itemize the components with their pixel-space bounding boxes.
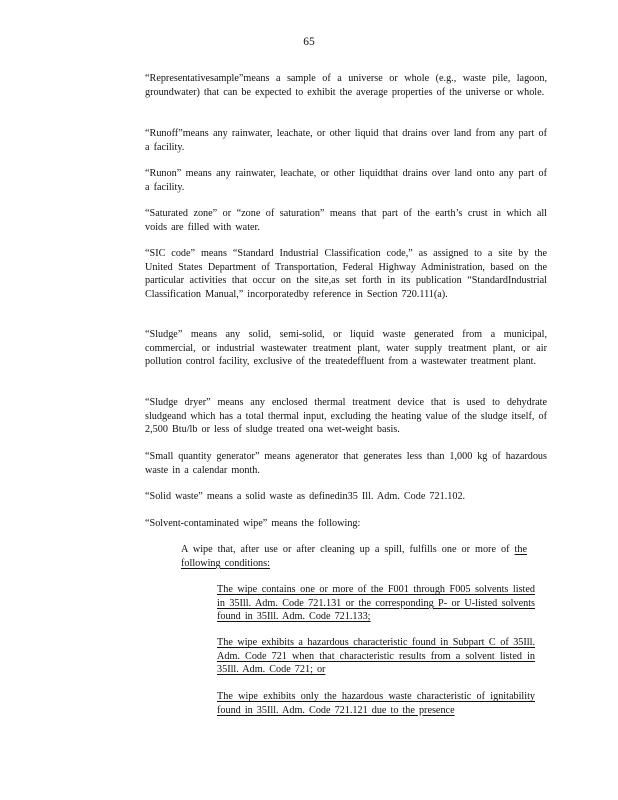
wipe-intro-text: A wipe that, after use or after cleaning up a spill, fulfills one or more of [181, 544, 515, 555]
definition-sludge-dryer: “Sludge dryer” means any enclosed thermal treatment device that is used to dehydrate sludgeand which has a total thermal input, excluding the heating value of the sludge itself, of 2,500 Btu/lb or less of sludge treated ona wet-weight basis. [145, 397, 547, 436]
definition-solid-waste: “Solid waste” means a solid waste as definedin35 Ill. Adm. Code 721.102. [145, 491, 466, 502]
definition-runoff: “Runoff”means any rainwater, leachate, or other liquid that drains over land from any part of a facility. [145, 128, 547, 153]
wipe-condition-item: The wipe exhibits a hazardous characteristic found in Subpart C of 35Ill. Adm. Code 721 when that characteristic results from a solvent listed in 35Ill. Adm. Code 721; or [217, 637, 535, 676]
definition-saturated-zone: “Saturated zone” or “zone of saturation” means that part of the earth’s crust in which all voids are filled with water. [145, 208, 547, 233]
wipe-condition-item: The wipe contains one or more of the F001 through F005 solvents listed in 35Ill. Adm. Code 721.131 or the corresponding P- or U-listed solvents found in 35Ill. Adm. Code 721.133; [217, 584, 535, 623]
definition-representative-sample: “Representativesample”means a sample of a universe or whole (e.g., waste pile, lagoon, groundwater) that can be expected to exhibit the average properties of the universe or whole. [145, 73, 547, 98]
wipe-intro-amended-text: the following conditions: [181, 544, 527, 569]
definition-sludge: “Sludge” means any solid, semi-solid, or liquid waste generated from a municipal, commercial, or industrial wastewater treatment plant, water supply treatment plant, or air pollution control facility, exclusive of the treatedeffluent from a wastewater treatment plant. [145, 329, 547, 368]
definition-small-quantity-generator: “Small quantity generator” means agenerator that generates less than 1,000 kg of hazardous waste in a calendar month. [145, 451, 547, 476]
definition-solvent-contaminated-wipe: “Solvent-contaminated wipe” means the following: [145, 518, 361, 529]
definition-sic-code: “SIC code” means “Standard Industrial Classification code,” as assigned to a site by the United States Department of Transportation, Federal Highway Administration, based on the particular activities that occur on the site,as set forth in its publication “StandardIndustrial Classification Manual,” incorporatedby reference in Section 720.111(a). [145, 248, 547, 300]
page-number: 65 [303, 36, 315, 48]
wipe-condition-item: The wipe exhibits only the hazardous waste characteristic of ignitability found in 35Ill. Adm. Code 721.121 due to the presence [217, 691, 535, 716]
wipe-intro [181, 543, 527, 570]
definition-runon: “Runon” means any rainwater, leachate, or other liquidthat drains over land onto any part of a facility. [145, 168, 547, 193]
